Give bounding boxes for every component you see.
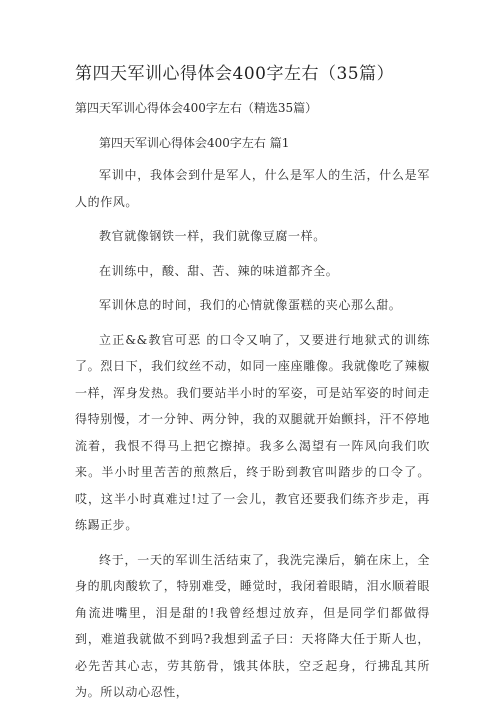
section-heading: 第四天军训心得体会400字左右 篇1 [99,136,290,150]
document-title: 第四天军训心得体会400字左右（35篇） [75,64,395,84]
paragraph: 军训中，我体会到什是军人，什么是军人的生活，什么是军人的作风。 [75,168,430,209]
document-subtitle: 第四天军训心得体会400字左右（精选35篇） [75,101,318,115]
paragraph: 终于，一天的军训生活结束了，我洗完澡后，躺在床上，全身的肌肉酸软了，特别难受，睡觉时，我闭着眼睛，泪水顺着眼角流进嘴里，泪是甜的!我曾经想过放弃，但是同学们都做得到，难道我就做不到吗?我想到孟子曰：天将降大任于斯人也，必先苦其心志，劳其筋骨，饿其体肤，空乏起身，行拂乱其所为。所以动心忍性， [75,552,430,699]
paragraph: 在训练中，酸、甜、苦、辣的味道都齐全。 [99,263,339,278]
paragraph: 立正&&教官可恶 的口令又响了，又要进行地狱式的训练了。烈日下，我们纹丝不动，如同一座座雕像。我就像吃了辣椒一样，浑身发热。我们要站半小时的军姿，可是站军姿的时间走得特别慢，才一分钟、两分钟，我的双腿就开始颤抖，汗不停地流着，我恨不得马上把它擦掉。我多么渴望有一阵风向我们吹来。半小时里苦苦的煎熬后，终于盼到教官叫踏步的口令了。哎，这半小时真难过!过了一会儿，教官还要我们练齐步走，再练踢正步。 [75,332,430,532]
paragraph: 教官就像钢铁一样，我们就像豆腐一样。 [99,229,326,243]
paragraph: 军训休息的时间，我们的心情就像蛋糕的夹心那么甜。 [99,298,402,312]
